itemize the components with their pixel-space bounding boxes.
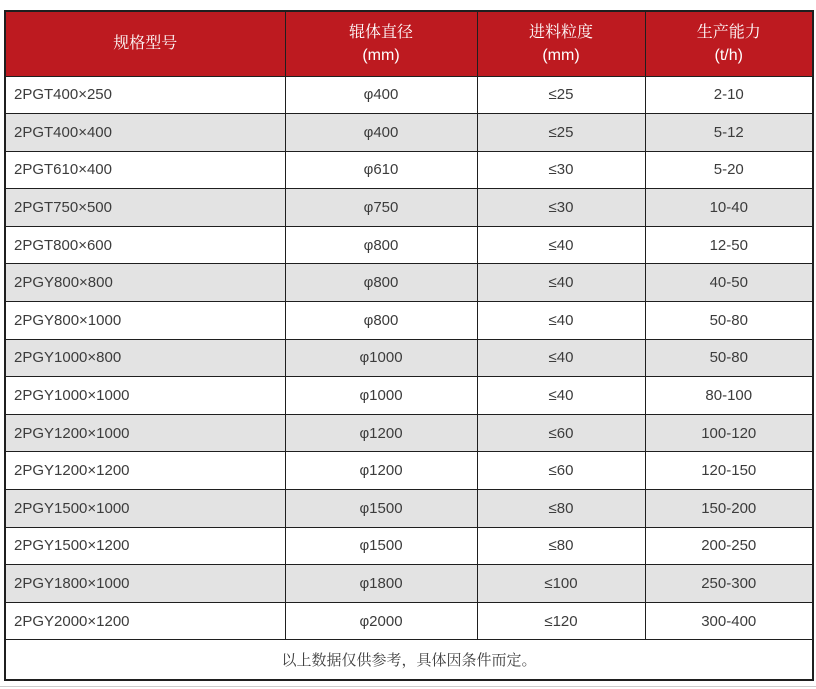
cell-capacity: 80-100 [645,377,813,415]
cell-capacity: 50-80 [645,302,813,340]
header-feed-size-unit: (mm) [542,46,580,64]
cell-model: 2PGY800×1000 [5,302,285,340]
cell-roller-diameter: φ2000 [285,602,477,640]
table-header [5,11,813,76]
cell-model: 2PGT400×400 [5,114,285,152]
cell-capacity: 2-10 [645,76,813,114]
table-row [5,339,813,377]
header-feed-size-label: 进料粒度 [528,23,593,41]
header-roller-diameter [285,11,477,76]
cell-feed-size: ≤30 [477,189,645,227]
table-row [5,602,813,640]
cell-capacity: 5-12 [645,114,813,152]
table-row [5,452,813,490]
cell-roller-diameter: φ750 [285,189,477,227]
table-row [5,527,813,565]
header-capacity [645,11,813,76]
cell-model: 2PGY1000×800 [5,339,285,377]
cell-capacity: 200-250 [645,527,813,565]
cell-roller-diameter: φ1800 [285,565,477,603]
cell-feed-size: ≤60 [477,414,645,452]
table-row [5,565,813,603]
cell-capacity: 300-400 [645,602,813,640]
cell-model: 2PGY1800×1000 [5,565,285,603]
cell-roller-diameter: φ400 [285,76,477,114]
cell-model: 2PGY2000×1200 [5,602,285,640]
table-row [5,114,813,152]
table-row [5,226,813,264]
cell-feed-size: ≤40 [477,302,645,340]
cell-capacity: 10-40 [645,189,813,227]
cell-roller-diameter: φ1200 [285,452,477,490]
cell-feed-size: ≤40 [477,226,645,264]
cell-model: 2PGT750×500 [5,189,285,227]
table-row [5,414,813,452]
cell-feed-size: ≤25 [477,76,645,114]
page-bottom-edge [0,686,816,687]
header-row [5,11,813,76]
cell-model: 2PGY1500×1000 [5,490,285,528]
cell-feed-size: ≤40 [477,339,645,377]
table-row [5,189,813,227]
cell-feed-size: ≤80 [477,490,645,528]
cell-capacity: 150-200 [645,490,813,528]
table-row [5,151,813,189]
cell-capacity: 250-300 [645,565,813,603]
cell-feed-size: ≤60 [477,452,645,490]
cell-model: 2PGT400×250 [5,76,285,114]
cell-model: 2PGY1500×1200 [5,527,285,565]
cell-capacity: 100-120 [645,414,813,452]
table-row [5,490,813,528]
cell-model: 2PGY1200×1000 [5,414,285,452]
table-row [5,76,813,114]
header-roller-diameter-label: 辊体直径 [348,23,413,41]
cell-roller-diameter: φ1500 [285,527,477,565]
cell-capacity: 12-50 [645,226,813,264]
cell-roller-diameter: φ800 [285,226,477,264]
spec-table [4,10,814,681]
cell-roller-diameter: φ1000 [285,377,477,415]
cell-roller-diameter: φ800 [285,302,477,340]
cell-model: 2PGY1000×1000 [5,377,285,415]
table-row [5,264,813,302]
cell-model: 2PGY1200×1200 [5,452,285,490]
table-footnote: 以上数据仅供参考，具体因条件而定。 [5,640,813,680]
footer-row [5,640,813,680]
cell-model: 2PGY800×800 [5,264,285,302]
table-body [5,76,813,640]
cell-roller-diameter: φ610 [285,151,477,189]
header-capacity-label: 生产能力 [696,23,761,41]
cell-capacity: 40-50 [645,264,813,302]
cell-feed-size: ≤80 [477,527,645,565]
cell-roller-diameter: φ800 [285,264,477,302]
table-row [5,302,813,340]
table-row [5,377,813,415]
cell-model: 2PGT610×400 [5,151,285,189]
cell-roller-diameter: φ1200 [285,414,477,452]
cell-feed-size: ≤30 [477,151,645,189]
cell-capacity: 5-20 [645,151,813,189]
cell-model: 2PGT800×600 [5,226,285,264]
header-feed-size [477,11,645,76]
cell-roller-diameter: φ400 [285,114,477,152]
cell-capacity: 120-150 [645,452,813,490]
cell-feed-size: ≤40 [477,377,645,415]
header-model-label: 规格型号 [113,34,178,52]
table-footer [5,640,813,680]
cell-feed-size: ≤40 [477,264,645,302]
header-model [5,11,285,76]
cell-capacity: 50-80 [645,339,813,377]
cell-feed-size: ≤25 [477,114,645,152]
cell-roller-diameter: φ1500 [285,490,477,528]
cell-roller-diameter: φ1000 [285,339,477,377]
header-capacity-unit: (t/h) [714,46,743,64]
cell-feed-size: ≤120 [477,602,645,640]
header-roller-diameter-unit: (mm) [362,46,400,64]
cell-feed-size: ≤100 [477,565,645,603]
